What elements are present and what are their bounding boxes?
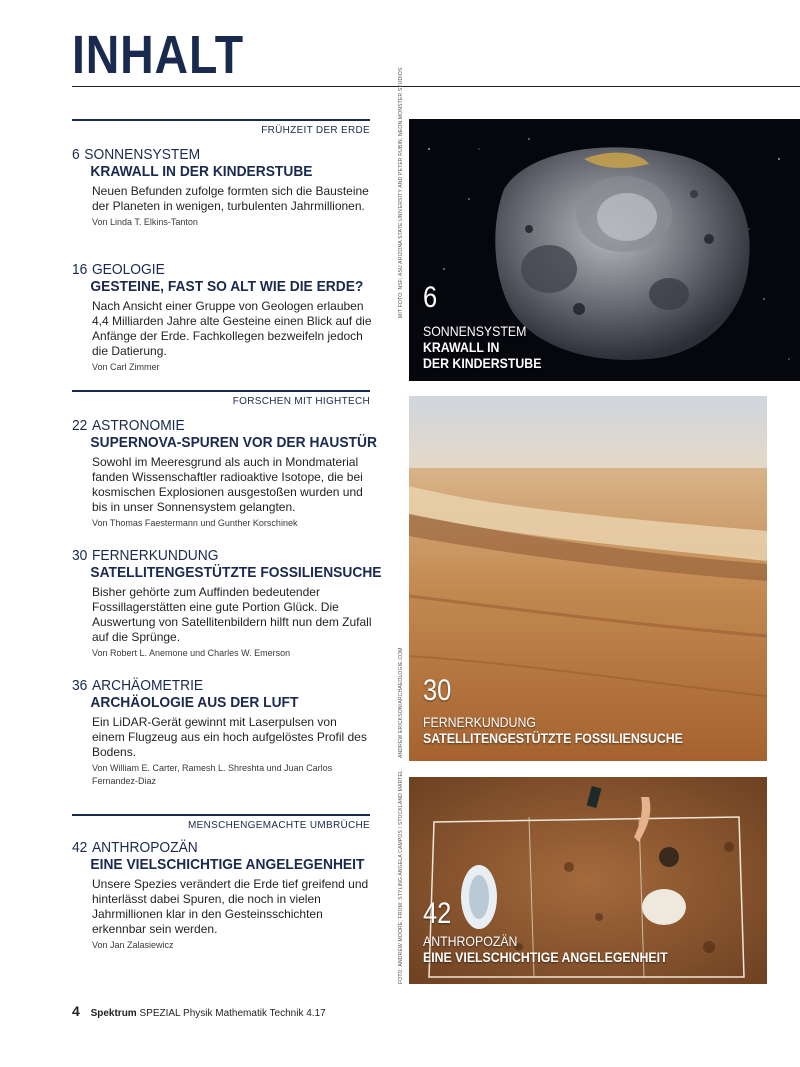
entry-teaser: Nach Ansicht einer Gruppe von Geologen erlauben 4,4 Milliarden Jahre alte Gesteine einen Blick auf die Anfänge der Erde. Fachkollegen bezweifeln jedoch die Datierung. (92, 299, 372, 358)
entry-headline: KRAWALL IN DER KINDERSTUBE (90, 163, 313, 180)
photo-page-number: 42 (423, 897, 452, 930)
photo-kicker: SONNENSYSTEM (423, 323, 527, 339)
title-rule (72, 86, 800, 87)
entry-teaser: Neuen Befunden zufolge formten sich die Bausteine der Planeten in wenigen, turbulenten Jahrmillionen. (92, 184, 369, 213)
feature-photo-excavation[interactable] (409, 777, 767, 984)
entry-author: Von Linda T. Elkins-Tanton (92, 217, 198, 227)
photo-kicker: ANTHROPOZÄN (423, 933, 518, 949)
entry-page-number: 16 (72, 261, 88, 278)
entry-teaser: Ein LiDAR-Gerät gewinnt mit Laserpulsen von einem Flugzeug aus ein hoch aufgelöstes Profil des Bodens. (92, 715, 367, 759)
photo-headline: EINE VIELSCHICHTIGE ANGELEGENHEIT (423, 949, 668, 965)
photo-headline: SATELLITENGESTÜTZTE FOSSILIENSUCHE (423, 730, 683, 746)
toc-entry[interactable] (72, 417, 377, 530)
entry-page-number: 36 (72, 677, 88, 694)
entry-category: ASTRONOMIE (91, 417, 185, 434)
entry-author: Von William E. Carter, Ramesh L. Shreshta und Juan Carlos Fernandez-Diaz (92, 763, 333, 786)
entry-category: GEOLOGIE (91, 261, 165, 278)
photo-credit: ANDREW ERICKSON/ARCHAEOLOGIE.COM (398, 647, 404, 758)
entry-category: FERNERKUNDUNG (91, 547, 219, 564)
entry-headline: SATELLITENGESTÜTZTE FOSSILIENSUCHE (90, 564, 382, 581)
entry-category: ANTHROPOZÄN (91, 839, 198, 856)
footer-edition: SPEZIAL (139, 1008, 181, 1019)
page-title: INHALT (72, 25, 244, 85)
section-heading: FRÜHZEIT DER ERDE (72, 119, 370, 136)
entry-author: Von Jan Zalasiewicz (92, 940, 174, 950)
entry-headline: GESTEINE, FAST SO ALT WIE DIE ERDE? (90, 278, 364, 295)
entry-author: Von Carl Zimmer (92, 362, 160, 372)
entry-page-number: 30 (72, 547, 88, 564)
entry-teaser: Sowohl im Meeresgrund als auch in Mondmaterial fanden Wissenschaftler radioaktive Isotope, die bei kosmischen Explosionen ausgestoßen wurden und bis in unser Sonnensystem gelangten. (92, 455, 363, 514)
feature-photo-asteroid[interactable] (409, 119, 800, 381)
entry-author: Von Robert L. Anemone und Charles W. Emerson (92, 648, 291, 658)
footer-brand: Spektrum (90, 1008, 137, 1019)
entry-headline: SUPERNOVA-SPUREN VOR DER HAUSTÜR (90, 434, 377, 451)
photo-credit: MIT FOTO: NSF; ASU ARIZONA STATE UNIVERSITY AND PETER RUBIN, NEON MONSTER STUDIOS (398, 67, 404, 318)
entry-category: SONNENSYSTEM (84, 146, 201, 163)
footer-series: Physik Mathematik Technik (183, 1008, 304, 1019)
toc-entry[interactable] (72, 678, 372, 788)
toc-entry[interactable] (72, 840, 372, 952)
toc-entry[interactable] (72, 262, 372, 374)
photo-page-number: 30 (423, 674, 452, 707)
entry-teaser: Bisher gehörte zum Auffinden bedeutender Fossillagerstätten eine gute Portion Glück. Die Auswertung von Satellitenbildern hilft nun dem Zufall auf die Sprünge. (92, 585, 372, 644)
entry-page-number: 22 (72, 417, 88, 434)
photo-credit: FOTO: ANDREW MOORE; FROM: STYLING ANGELA CAMPOS / STOCKLAND MARTEL (398, 769, 404, 984)
section-heading: FORSCHEN MIT HIGHTECH (72, 390, 370, 407)
photo-headline: KRAWALL IN DER KINDERSTUBE (423, 339, 542, 371)
photo-kicker: FERNERKUNDUNG (423, 714, 536, 730)
entry-headline: ARCHÄOLOGIE AUS DER LUFT (90, 694, 299, 711)
entry-teaser: Unsere Spezies verändert die Erde tief greifend und hinterlässt dabei Spuren, die noch in vielen Jahrmillionen klar in den Gesteinsschichten erkennbar sein werden. (92, 877, 369, 936)
toc-entry[interactable] (72, 547, 382, 660)
photo-page-number: 6 (423, 281, 438, 314)
section-heading: MENSCHENGEMACHTE UMBRÜCHE (72, 814, 370, 831)
footer-issue: 4.17 (306, 1008, 326, 1019)
entry-headline: EINE VIELSCHICHTIGE ANGELEGENHEIT (90, 856, 365, 873)
entry-author: Von Thomas Faestermann und Gunther Korschinek (92, 518, 298, 528)
entry-page-number: 42 (72, 839, 88, 856)
page-footer (72, 1003, 326, 1019)
feature-photo-desert[interactable] (409, 396, 767, 761)
entry-category: ARCHÄOMETRIE (91, 677, 204, 694)
footer-page-number: 4 (72, 1003, 80, 1019)
toc-entry[interactable] (72, 147, 372, 229)
entry-page-number: 6 (72, 146, 80, 163)
